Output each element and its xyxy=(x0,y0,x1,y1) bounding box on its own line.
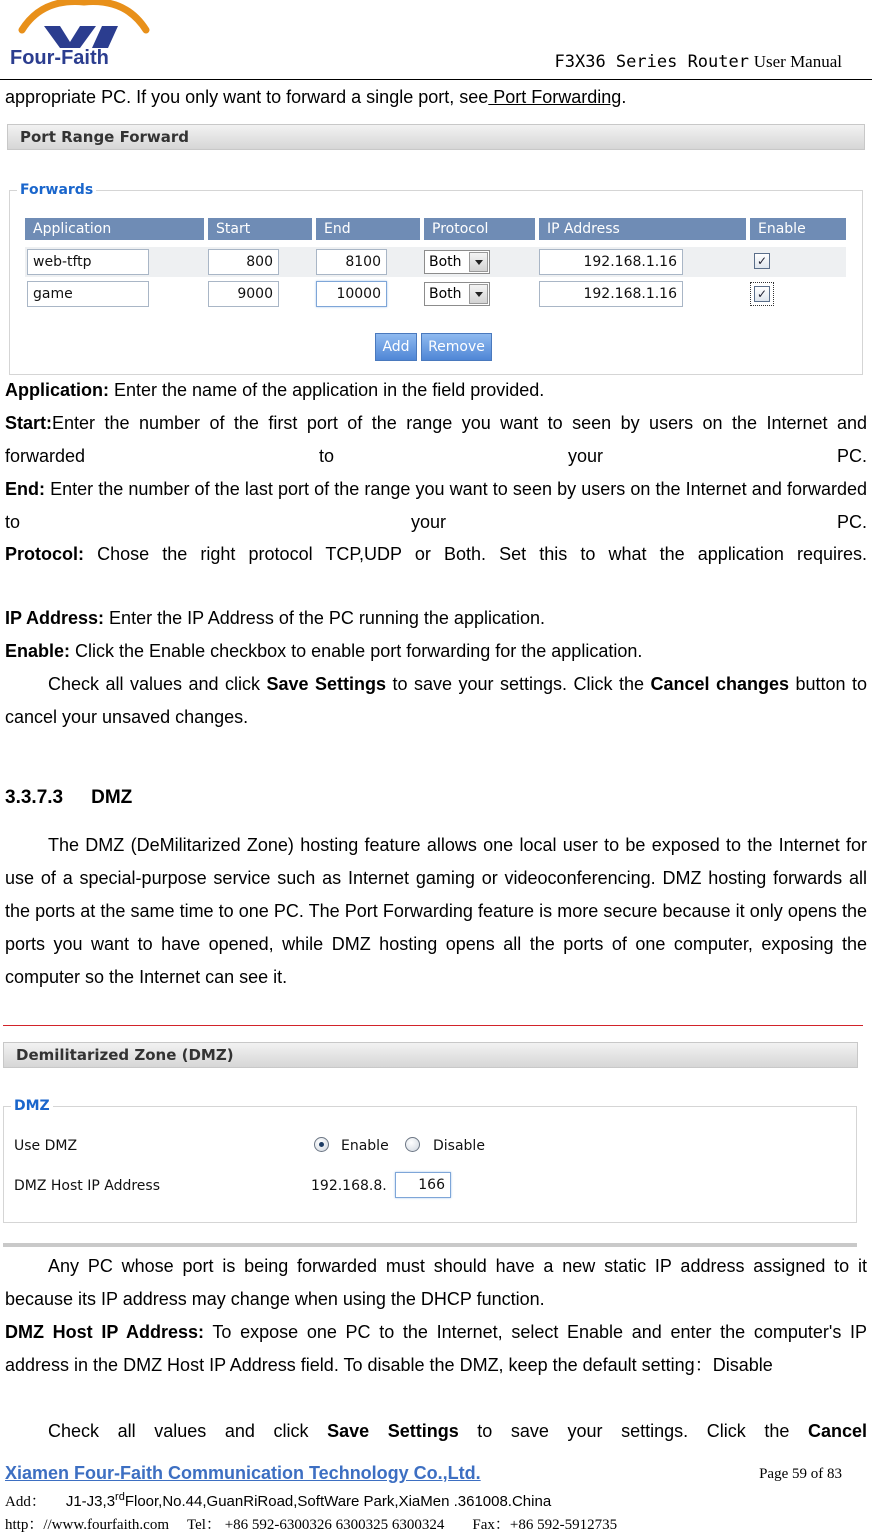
field-enable: Enable: Click the Enable checkbox to enable port forwarding for the application. xyxy=(5,641,643,661)
start-port-input[interactable]: 800 xyxy=(208,249,279,275)
forwards-legend: Forwards xyxy=(17,182,96,198)
svg-text:Four-Faith: Four-Faith xyxy=(10,47,109,69)
field-application: Application: Enter the name of the application in the field provided. xyxy=(5,380,545,400)
intro-paragraph: appropriate PC. If you only want to forward a single port, see Port Forwarding. xyxy=(5,87,627,107)
use-dmz-label: Use DMZ xyxy=(14,1138,78,1154)
dmz-host-ip-input[interactable]: 166 xyxy=(395,1172,451,1198)
col-enable: Enable xyxy=(750,218,846,240)
company-name: Xiamen Four-Faith Communication Technology Co.,Ltd. xyxy=(5,1463,481,1483)
col-end: End xyxy=(316,218,420,240)
after-dmz-paragraph: Any PC whose port is being forwarded must should have a new static IP address assigned to it because its IP address may change when using the DHCP function. xyxy=(5,1256,867,1309)
col-ip-address: IP Address xyxy=(539,218,746,240)
port-forwarding-link[interactable]: Port Forwarding xyxy=(488,87,622,107)
divider-line xyxy=(3,1243,857,1247)
enable-radio[interactable] xyxy=(314,1137,329,1152)
remove-button[interactable]: Remove xyxy=(421,333,492,361)
panel-title: Demilitarized Zone (DMZ) xyxy=(3,1042,858,1068)
page-footer xyxy=(5,1463,867,1485)
four-faith-logo xyxy=(4,0,164,70)
field-end: End: Enter the number of the last port of the range you want to seen by users on the Internet and forwarded to your PC. xyxy=(5,479,867,532)
end-port-input[interactable]: 10000 xyxy=(316,281,387,307)
field-protocol: Protocol: Chose the right protocol TCP,UDP or Both. Set this to what the application requires. xyxy=(5,544,867,564)
col-application: Application xyxy=(25,218,204,240)
dmz-fieldset xyxy=(3,1106,857,1223)
save-note-2: Check all values and click Save Settings to save your settings. Click the Cancel xyxy=(48,1421,867,1441)
add-button[interactable]: Add xyxy=(375,333,417,361)
chevron-down-icon xyxy=(469,284,488,304)
port-range-forward-panel xyxy=(7,124,865,370)
panel-title: Port Range Forward xyxy=(7,124,865,150)
section-heading: 3.3.7.3 DMZ xyxy=(5,787,133,808)
footer-contact: http：//www.fourfaith.com Tel： +86 592-6300326 6300325 6300324 Fax：+86 592-5912735 xyxy=(5,1517,618,1533)
page-number: Page 59 of 83 xyxy=(759,1466,842,1482)
header-rule xyxy=(0,79,872,80)
chevron-down-icon xyxy=(469,252,488,272)
page-header xyxy=(0,0,872,82)
dmz-host-ip-prefix: 192.168.8. xyxy=(311,1178,387,1194)
enable-radio-label: Enable xyxy=(341,1138,389,1154)
divider-line xyxy=(3,1025,863,1026)
protocol-select[interactable]: Both xyxy=(424,282,490,306)
end-port-input[interactable]: 8100 xyxy=(316,249,387,275)
field-ip-address: IP Address: Enter the IP Address of the PC running the application. xyxy=(5,608,545,628)
dmz-host-ip-label: DMZ Host IP Address xyxy=(14,1178,161,1194)
dmz-intro-paragraph: The DMZ (DeMilitarized Zone) hosting feature allows one local user to be exposed to the Internet for use of a special-purpose service such as Internet gaming or videoconferencing. DMZ hosting forwards all the ports at the same time to one PC. The Port Forwarding feature is more secure because it only opens the ports you want to have opened, while DMZ hosting opens all the ports of one computer, exposing the computer so the Internet can see it. xyxy=(5,835,867,987)
col-protocol: Protocol xyxy=(424,218,535,240)
field-start: Start:Enter the number of the first port of the range you want to seen by users on the Internet and forwarded to your PC. xyxy=(5,413,867,466)
document-title: F3X36 Series Router User Manual xyxy=(554,52,842,72)
save-note-1: Check all values and click Save Settings to save your settings. Click the Cancel changes button to cancel your unsaved changes. xyxy=(5,674,868,727)
disable-radio[interactable] xyxy=(405,1137,420,1152)
ip-address-input[interactable]: 192.168.1.16 xyxy=(539,249,683,275)
dmz-panel xyxy=(3,1042,858,1226)
protocol-select[interactable]: Both xyxy=(424,250,490,274)
footer-address: Add： J1-J3,3rdFloor,No.44,GuanRiRoad,SoftWare Park,XiaMen .361008.China xyxy=(5,1491,552,1510)
application-input[interactable]: web-tftp xyxy=(27,249,149,275)
start-port-input[interactable]: 9000 xyxy=(208,281,279,307)
disable-radio-label: Disable xyxy=(433,1138,485,1154)
dmz-legend: DMZ xyxy=(11,1098,53,1114)
field-dmz-host-ip: DMZ Host IP Address: To expose one PC to the Internet, select Enable and enter the computer's IP address in the DMZ Host IP Address field. To disable the DMZ, keep the default setting：Disable xyxy=(5,1322,868,1375)
col-start: Start xyxy=(208,218,312,240)
application-input[interactable]: game xyxy=(27,281,149,307)
enable-checkbox[interactable]: ✓ xyxy=(754,253,770,269)
enable-checkbox[interactable]: ✓ xyxy=(754,286,770,302)
ip-address-input[interactable]: 192.168.1.16 xyxy=(539,281,683,307)
